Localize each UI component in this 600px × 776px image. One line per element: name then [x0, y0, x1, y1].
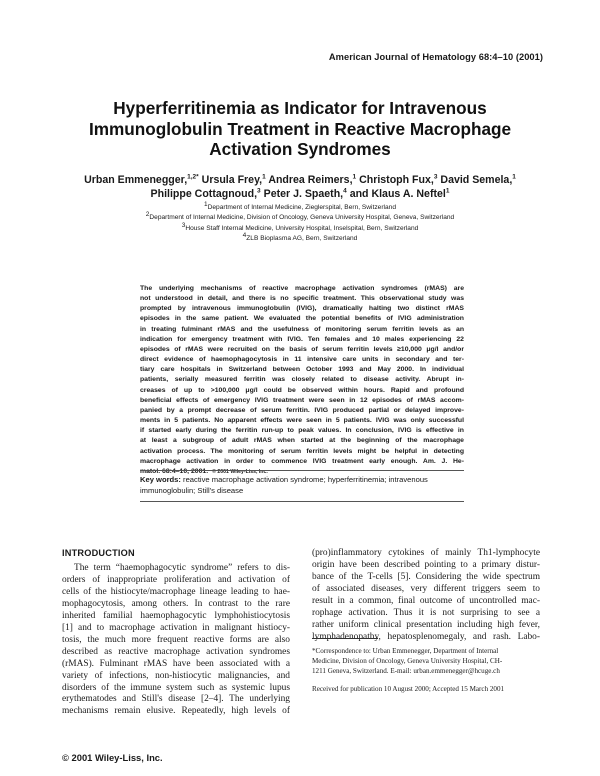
- abstract-line: tiary care hospitals in Switzerland between October 1993 and May 2000. In individual: [140, 366, 464, 374]
- keywords-line: immunoglobulin; Still's disease: [140, 485, 244, 495]
- footnote-line: 1211 Geneva, Switzerland. E-mail: urban.emmenegger@hcuge.ch: [312, 667, 500, 675]
- body-line: tosis, the much more frequent reactive forms are also: [62, 634, 290, 645]
- author-affil-mark: 4: [343, 187, 347, 195]
- keywords-top-rule: [140, 470, 464, 471]
- keywords: [140, 475, 464, 496]
- author-name: David Semela,: [440, 174, 513, 186]
- affiliation: [60, 200, 540, 213]
- affiliation-list: [60, 200, 540, 244]
- affiliation-number: 4: [242, 231, 247, 239]
- abstract-line: at least a subgroup of adult rMAS when started at the beginning of the macrophage: [140, 437, 464, 445]
- author-name: Ursula Frey,: [201, 174, 263, 186]
- footnote-line: *Correspondence to: Urban Emmenegger, Department of Internal: [312, 647, 499, 655]
- affiliation-number: 1: [203, 200, 208, 208]
- title-line: Activation Syndromes: [209, 139, 391, 159]
- body-line: The term “haemophagocytic syndrome” refers to dis-: [74, 563, 290, 573]
- body-line: erythematodes and Still's disease [2–4]. The underlying: [62, 694, 290, 705]
- affiliation: [60, 231, 540, 244]
- abstract-line: patients, serially measured ferritin was closely related to disease activity. Abrupt in-: [140, 376, 464, 384]
- keywords-text: reactive macrophage activation syndrome; hyperferritinemia; intravenous: [180, 475, 428, 484]
- footnote-line: Medicine, Division of Oncology, Geneva University Hospital, CH-: [312, 657, 503, 665]
- body-line: cells of the histiocyte/macrophage lineage leading to hae-: [62, 586, 290, 597]
- abstract-line: if started early during the ferritin run-up to peak values. In conclusion, IVIG is effective in: [140, 427, 464, 435]
- body-line: rather uniform clinical presentation including high fever,: [312, 619, 540, 630]
- author-name: Andrea Reimers,: [268, 174, 353, 186]
- abstract-citation: matol. 68:4–10, 2001.: [140, 467, 209, 475]
- body-line: inherited familial haemophagocytic lymphohistiocytosis: [62, 610, 290, 621]
- body-line: [1] and to macrophage activation in malignant histiocy-: [62, 622, 290, 633]
- abstract-line: episodes of rMAS were recruited on the basis of serum ferritin levels ≥10,000 μg/l and/or: [140, 345, 464, 353]
- affiliation-text: ZLB Bioplasma AG, Bern, Switzerland: [246, 234, 358, 242]
- footnote: [312, 638, 540, 694]
- abstract-line: panied by a prompt decrease of serum ferritin. IVIG produced partial or delayed improve-: [140, 406, 464, 414]
- body-line: mechanisms remain elusive. Repeatedly, high levels of: [62, 706, 290, 717]
- body-line: described as reactive macrophage activation syndromes: [62, 646, 290, 657]
- abstract-line: The underlying mechanisms of reactive macrophage activation syndromes (rMAS) are: [140, 285, 464, 292]
- author-line: [60, 187, 540, 201]
- author-affil-mark: 1,2*: [187, 173, 199, 181]
- author-name: Philippe Cottagnoud,: [150, 188, 258, 201]
- author-affil-mark: 1: [352, 173, 357, 181]
- keywords-bottom-rule: [140, 501, 464, 502]
- abstract-line: beneficial effects of emergency IVIG treatment were seen in 12 episodes of rMAS accom-: [140, 396, 464, 404]
- affiliation-text: House Staff Internal Medicine, University Hospital, Inselspital, Bern, Switzerland: [185, 224, 419, 232]
- body-line: result in a common, final outcome of uncontrolled mac-: [312, 595, 540, 606]
- abstract-line: not understood in detail, and there is no specific treatment. This observational study was: [140, 295, 464, 303]
- section-heading: INTRODUCTION: [62, 548, 135, 558]
- title-line: Immunoglobulin Treatment in Reactive Macrophage: [88, 118, 512, 139]
- footnote-rule: [312, 638, 378, 639]
- intro-paragraph-right: [312, 548, 540, 644]
- author-affil-mark: 3: [257, 187, 261, 195]
- body-line: rophage activation. Thus it is not surprising to see a: [312, 607, 540, 618]
- journal-reference: American Journal of Hematology 68:4–10 (2001): [328, 52, 543, 62]
- author-affil-mark: 1: [445, 187, 450, 195]
- abstract-line: prompted by intravenous immunoglobulin (IVIG), dramatically halting two distinct rMAS: [140, 305, 464, 313]
- author-list: [60, 173, 540, 202]
- body-line: disorders of the immune system such as systemic lupus: [62, 682, 290, 693]
- abstract-line: creases of up to >100,000 μg/l could be observed within hours. Rapid and profound: [140, 386, 464, 394]
- author-line: [60, 173, 540, 187]
- body-line: variety of infections, non-histiocytic malignancies, and: [62, 670, 290, 681]
- body-line: of associated diseases, very different triggers seem to: [312, 583, 540, 594]
- affiliation-text: Department of Internal Medicine, Division of Oncology, Geneva University Hospital, Geneva, Switzerland: [149, 214, 455, 222]
- body-line: (pro)inflammatory cytokines of mainly Th1-lymphocyte: [312, 548, 540, 558]
- correspondence-note: [312, 646, 540, 676]
- author-name: Christoph Fux,: [359, 174, 434, 186]
- affiliation-text: Department of Internal Medicine, Zieglerspital, Bern, Switzerland: [207, 204, 396, 211]
- affiliation: [60, 221, 540, 234]
- affiliation: [60, 213, 540, 223]
- abstract-line: in treating fulminant rMAS and the usefulness of monitoring serum ferritin levels as an: [140, 325, 464, 333]
- abstract-line: activation process. The monitoring of serum ferritin levels might be helpful in detecting: [140, 447, 464, 455]
- article-title: [60, 98, 540, 160]
- abstract-copyright: © 2001 Wiley-Liss, Inc.: [212, 468, 268, 475]
- author-affil-mark: 3: [433, 173, 438, 181]
- author-name: and Klaus A. Neftel: [349, 188, 446, 201]
- body-line: (rMAS). Fulminant rMAS have been associated with a: [62, 658, 290, 669]
- abstract: [140, 284, 464, 477]
- keywords-label: Key words:: [140, 475, 181, 484]
- author-affil-mark: 1: [262, 173, 266, 181]
- affiliation-number: 3: [181, 221, 186, 229]
- left-column: [62, 548, 290, 718]
- abstract-line: indication for emergency treatment with IVIG. Ten females and 10 males experiencing 22: [140, 335, 464, 343]
- right-column: [312, 548, 540, 644]
- publisher-copyright: © 2001 Wiley-Liss, Inc.: [62, 752, 163, 763]
- abstract-line: direct evidence of haemophagocytosis in 11 intensive care units in secondary and ter-: [140, 356, 464, 364]
- body-line: origin have been described pointing to a primary distur-: [312, 559, 540, 570]
- keywords-line: [140, 475, 464, 486]
- body-line: bance of the T-cells [5]. Considering the wide spectrum: [312, 571, 540, 582]
- body-line: lymphadenopathy, hepatosplenomegaly, and rash. Labo-: [312, 631, 540, 642]
- author-affil-mark: 1: [512, 173, 516, 181]
- intro-paragraph-left: [62, 563, 290, 718]
- abstract-line: macrophage activation in order to commence IVIG treatment early enough. Am. J. He-: [140, 457, 464, 465]
- body-line: orders of inappropriate proliferation and activation of: [62, 574, 290, 585]
- affiliation-number: 2: [145, 211, 150, 219]
- body-line: mophagocytosis, among others. In contrast to the rare: [62, 598, 290, 609]
- title-line: Hyperferritinemia as Indicator for Intravenous: [113, 98, 487, 118]
- abstract-line: episodes in the same patient. We evaluated the potential benefits of IVIG administration: [140, 315, 464, 323]
- abstract-line: ments in 5 patients. No apparent effects were seen in 5 patients. IVIG was only successful: [140, 417, 464, 425]
- author-name: Peter J. Spaeth,: [263, 188, 344, 201]
- received-dates: Received for publication 10 August 2000; Accepted 15 March 2001: [312, 685, 505, 693]
- author-name: Urban Emmenegger,: [84, 174, 188, 186]
